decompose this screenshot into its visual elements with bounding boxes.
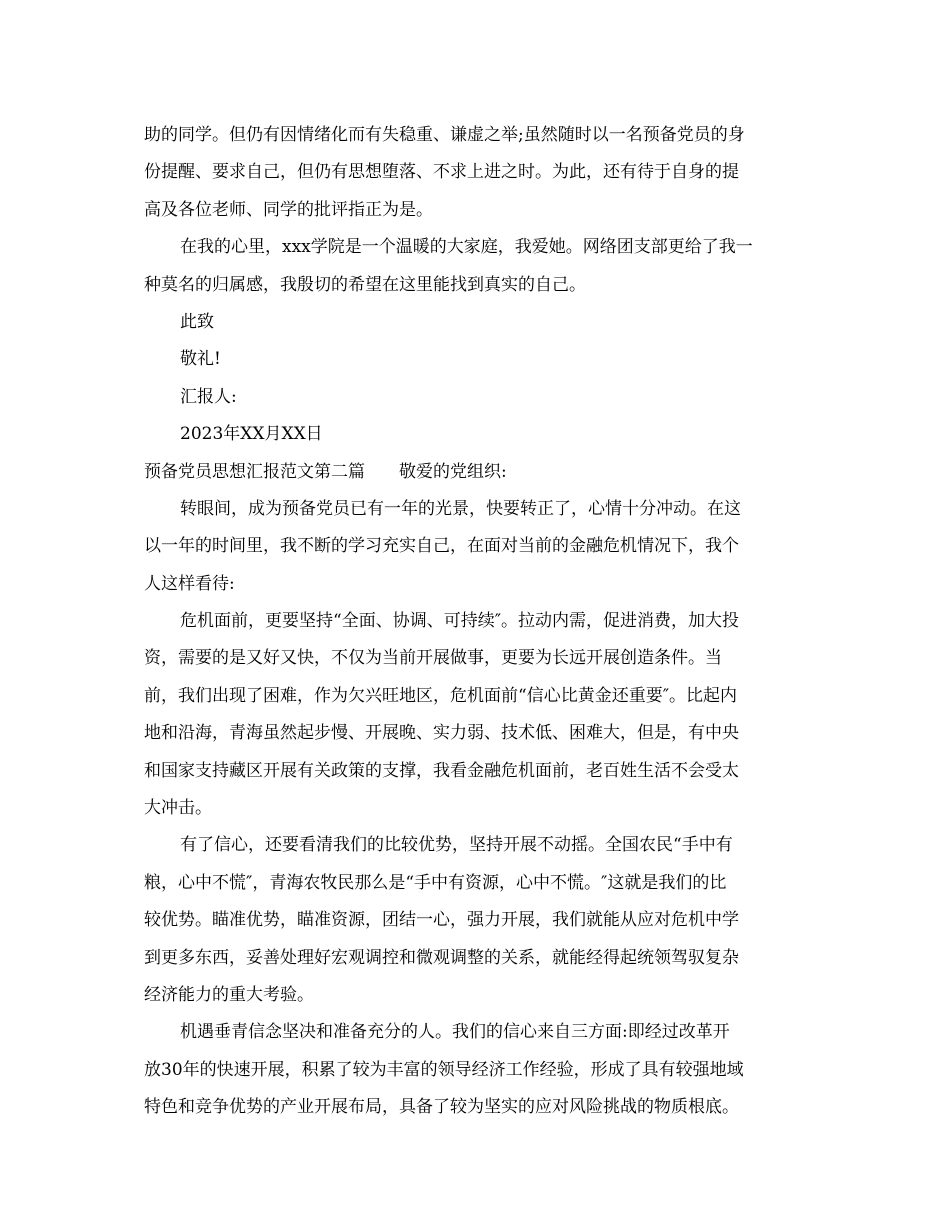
text-line: 汇报人: — [180, 386, 237, 407]
text-line: 较优势。瞄准优势，瞄准资源，团结一心，强力开展，我们就能从应对危机中学 — [144, 910, 739, 931]
text-line: 资，需要的是又好又快，不仅为当前开展做事，更要为长远开展创造条件。当 — [144, 648, 722, 669]
text-line: 转眼间，成为预备党员已有一年的光景，快要转正了，心情十分冲动。在这 — [180, 498, 741, 519]
text-line: 高及各位老师、同学的批评指正为是。 — [144, 199, 433, 220]
text-line: 人这样看待: — [144, 573, 235, 594]
text-line: 到更多东西，妥善处理好宏观调控和微观调整的关系，就能经得起统领驾驭复杂 — [144, 947, 739, 968]
text-line: 机遇垂青信念坚决和准备充分的人。我们的信心来自三方面:即经过改革开 — [180, 1022, 730, 1043]
text-line: 以一年的时间里，我不断的学习充实自己，在面对当前的金融危机情况下，我个 — [144, 536, 739, 557]
text-line: 危机面前，更要坚持“全面、协调、可持续″。拉动内需，促进消费，加大投 — [180, 611, 740, 632]
text-line: 经济能力的重大考验。 — [144, 984, 314, 1005]
text-line: 助的同学。但仍有因情绪化而有失稳重、谦虚之举;虽然随时以一名预备党员的身 — [144, 125, 745, 145]
text-line: 特色和竞争优势的产业开展布局，具备了较为坚实的应对风险挑战的物质根底。 — [144, 1097, 739, 1118]
text-line: 在我的心里，xxx学院是一个温暖的大家庭，我爱她。网络团支部更给了我一 — [180, 237, 753, 258]
text-line: 和国家支持藏区开展有关政策的支撑，我看金融危机面前，老百姓生活不会受太 — [144, 760, 739, 781]
text-line: 前，我们出现了困难，作为欠兴旺地区，危机面前“信心比黄金还重要″。比起内 — [144, 685, 738, 706]
text-line: 大冲击。 — [144, 798, 212, 819]
text-line: 2023年XX月XX日 — [180, 424, 323, 445]
text-line: 预备党员思想汇报范文第二篇 敬爱的党组织: — [144, 461, 507, 482]
text-line: 放30年的快速开展，积累了较为丰富的领导经济工作经验，形成了具有较强地域 — [144, 1059, 744, 1080]
text-line: 敬礼! — [180, 349, 221, 370]
text-line: 种莫名的归属感，我殷切的希望在这里能找到真实的自己。 — [144, 274, 586, 295]
document-page — [144, 126, 808, 1136]
text-line: 有了信心，还要看清我们的比较优势，坚持开展不动摇。全国农民“手中有 — [180, 835, 733, 856]
text-line: 地和沿海，青海虽然起步慢、开展晚、实力弱、技术低、困难大，但是，有中央 — [144, 723, 739, 744]
text-line: 份提醒、要求自己，但仍有思想堕落、不求上进之时。为此，还有待于自身的提 — [144, 162, 739, 183]
text-line: 粮，心中不慌″，青海农牧民那么是“手中有资源，心中不慌。″这就是我们的比 — [144, 872, 727, 893]
text-line: 此致 — [180, 311, 214, 332]
